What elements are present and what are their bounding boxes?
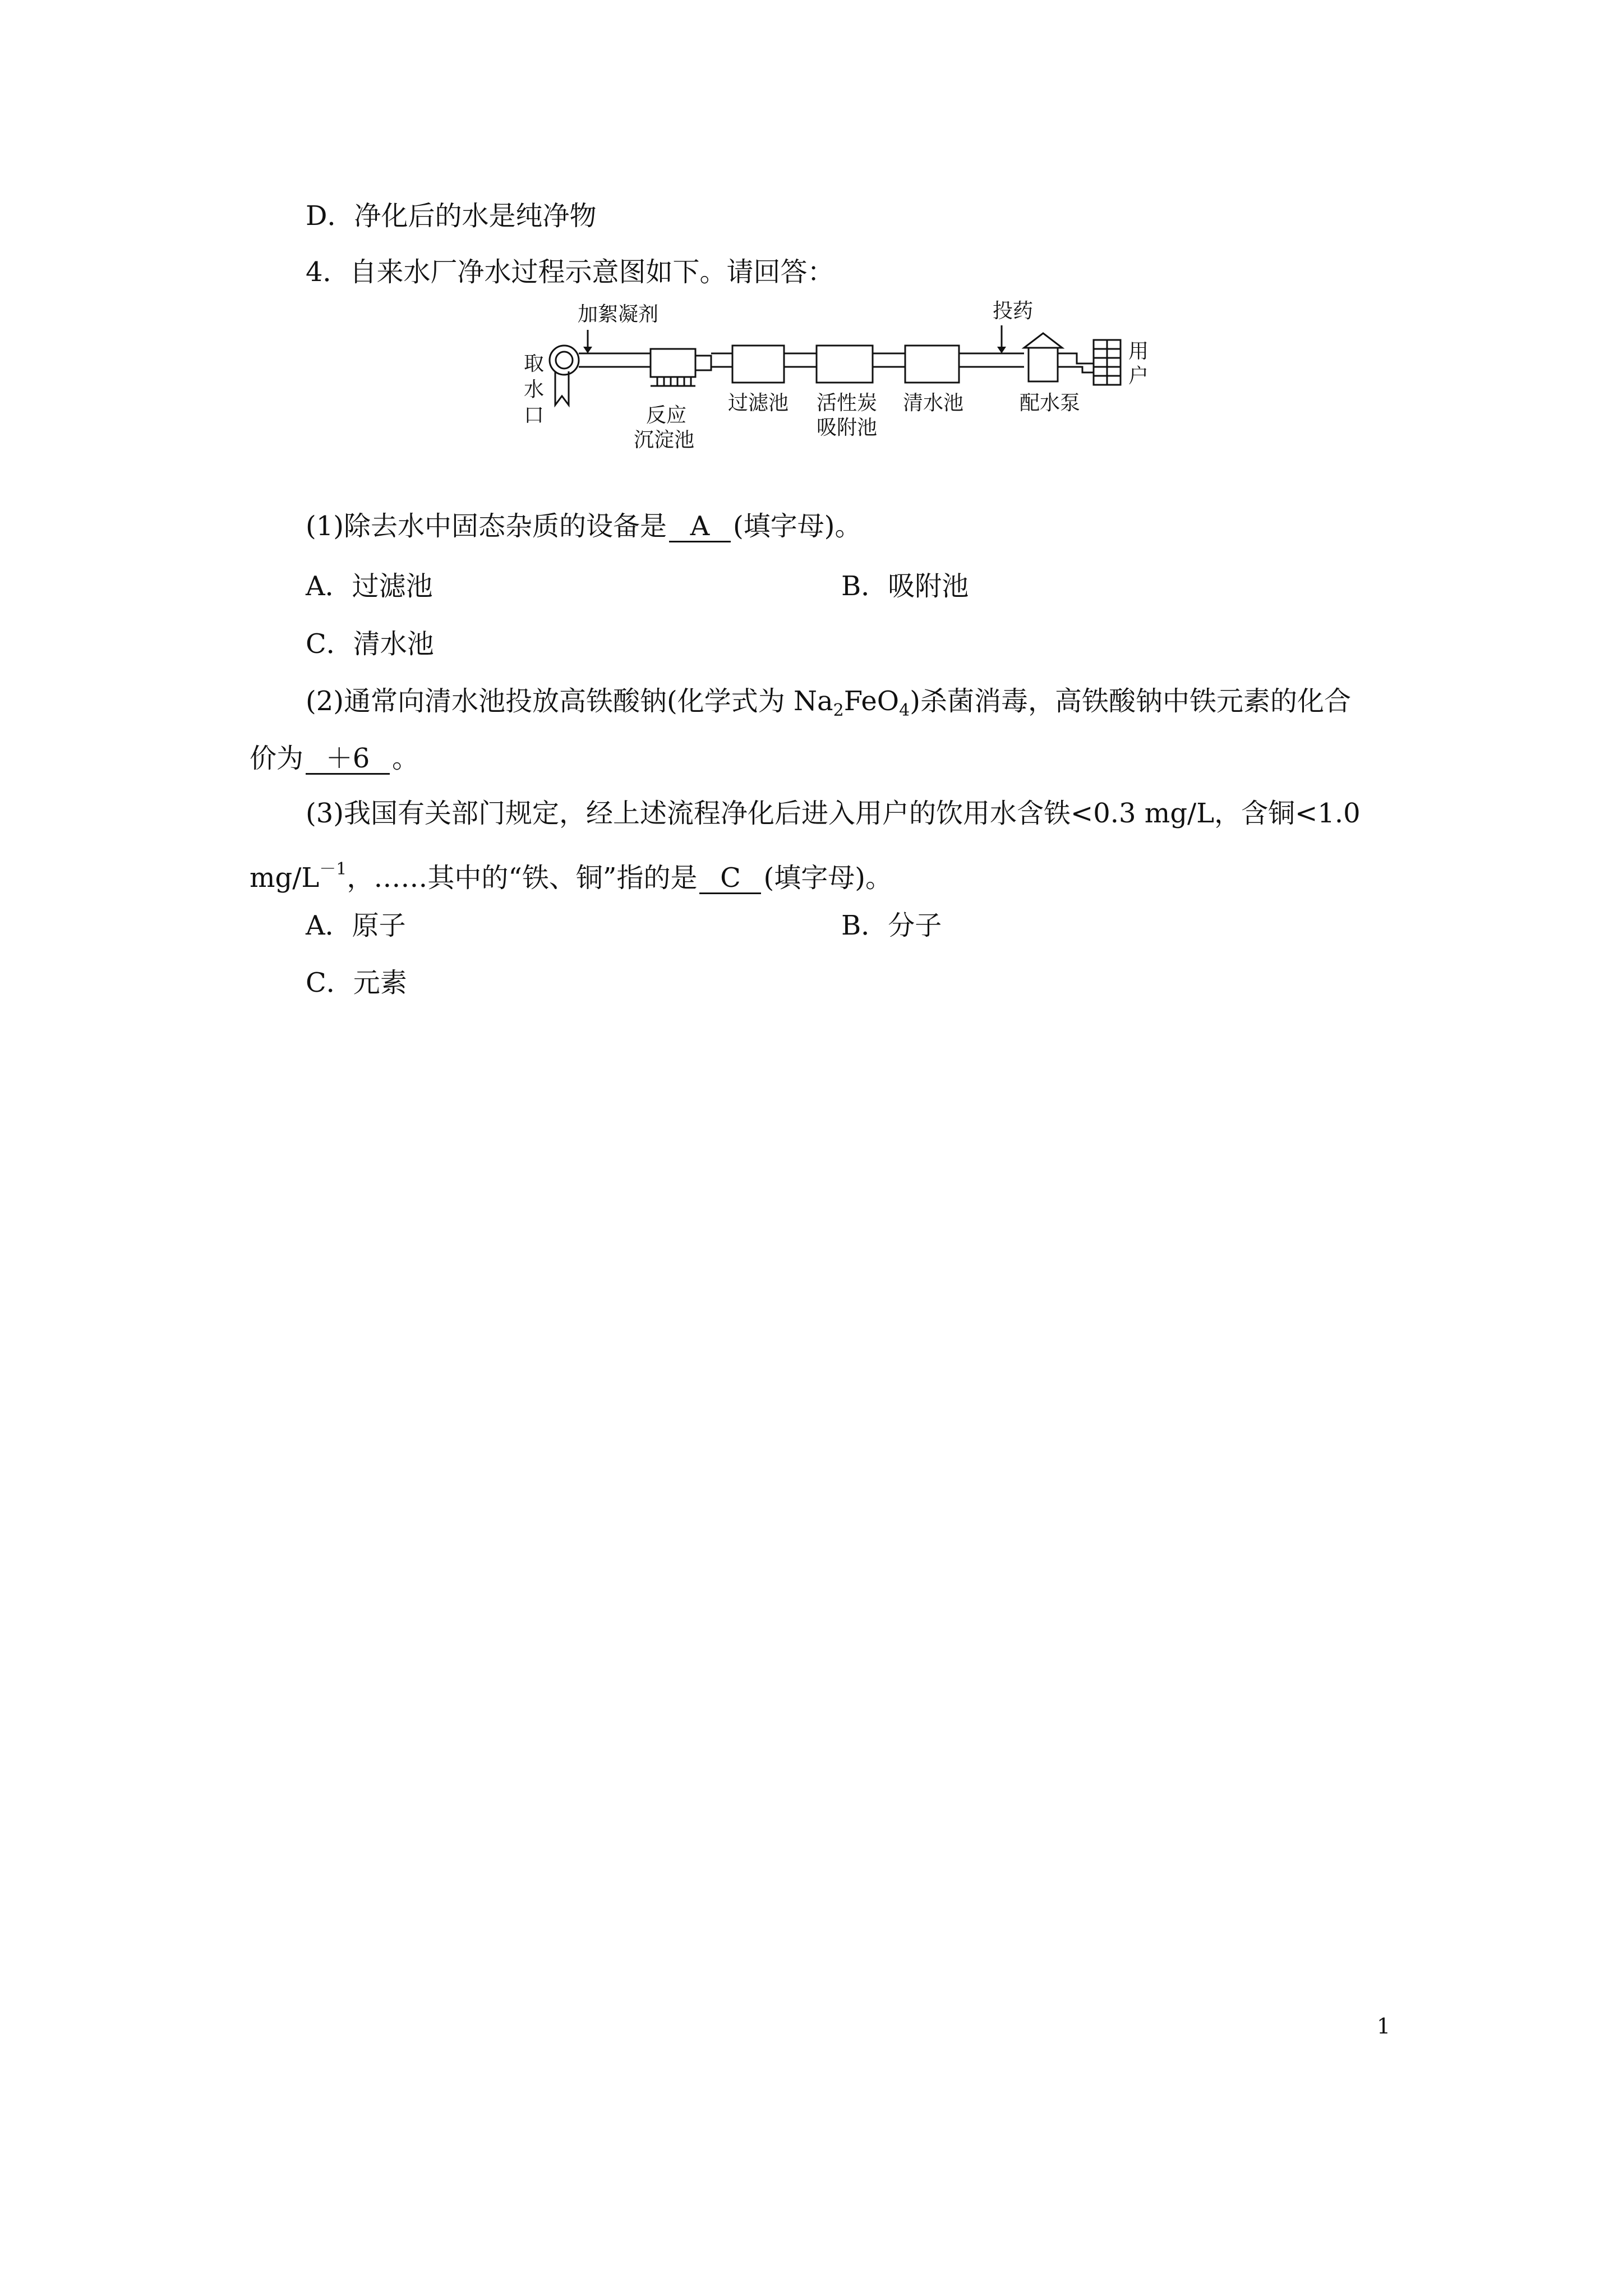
dosing-arrow-icon xyxy=(997,325,1006,353)
sub3-line2 xyxy=(250,853,892,895)
flocculant-arrow-icon xyxy=(583,330,592,353)
reaction-tank-label-2: 沉淀池 xyxy=(634,429,695,452)
carbon-tank-label-2: 吸附池 xyxy=(817,416,878,439)
water-treatment-diagram xyxy=(516,297,1200,454)
sub3-line1: (3)我国有关部门规定，经上述流程净化后进入用户的饮用水含铁<0.3 mg/L，含铜<1.0 xyxy=(306,798,1361,829)
dosing-label: 投药 xyxy=(993,300,1034,323)
reaction-tank-icon xyxy=(651,349,711,386)
user-label-1: 用 xyxy=(1128,340,1149,363)
pump-house-icon xyxy=(1024,333,1062,381)
sub3-unit: mg/L xyxy=(250,862,320,894)
question-4-stem: 4．自来水厂净水过程示意图如下。请回答： xyxy=(306,256,834,288)
sub2-text-a: (2)通常向清水池投放高铁酸钠(化学式为 Na xyxy=(306,685,833,717)
reaction-tank-label-1: 反应 xyxy=(646,404,687,427)
sub3-answer-blank: C xyxy=(699,863,761,894)
carbon-tank-label-1: 活性炭 xyxy=(817,392,878,415)
user-building-icon xyxy=(1094,340,1121,385)
intake-pump-icon xyxy=(550,346,579,405)
intake-label-2: 水 xyxy=(524,378,545,401)
flocculant-label: 加絮凝剂 xyxy=(578,303,659,326)
sub1-answer-blank: A xyxy=(669,512,731,542)
intake-label-3: 口 xyxy=(524,404,545,427)
intake-label-1: 取 xyxy=(524,352,545,375)
sub2-text-b: FeO xyxy=(843,685,900,717)
carbon-tank-icon xyxy=(817,346,873,383)
sub2-text-c: )杀菌消毒，高铁酸钠中铁元素的化合 xyxy=(910,685,1351,717)
pump-label: 配水泵 xyxy=(1020,392,1081,415)
option-d: D．净化后的水是纯净物 xyxy=(306,200,597,232)
sub2-subscript-2: 2 xyxy=(833,701,844,720)
sub1-question xyxy=(306,509,861,543)
sub2-line2-suffix: 。 xyxy=(392,743,419,774)
sub3-superscript: －1 xyxy=(319,859,347,879)
filter-tank-label: 过滤池 xyxy=(728,392,789,415)
sub1-option-a: A．过滤池 xyxy=(306,570,433,602)
sub3-option-a: A．原子 xyxy=(306,910,406,941)
filter-tank-icon xyxy=(732,346,784,383)
main-pipe xyxy=(579,353,651,367)
clear-tank-label: 清水池 xyxy=(903,392,964,415)
sub1-option-c: C．清水池 xyxy=(306,628,434,660)
sub1-prefix: (1)除去水中固态杂质的设备是 xyxy=(306,510,667,542)
sub2-line2 xyxy=(250,742,419,775)
clear-tank-icon xyxy=(905,346,959,383)
sub2-subscript-4: 4 xyxy=(899,701,910,720)
sub3-option-b: B．分子 xyxy=(841,910,942,941)
sub2-line2-prefix: 价为 xyxy=(250,743,304,774)
sub3-suffix: (填字母)。 xyxy=(763,862,892,894)
sub3-option-c: C．元素 xyxy=(306,967,407,999)
sub2-answer-blank: ＋6 xyxy=(306,744,390,775)
sub1-option-b: B．吸附池 xyxy=(841,570,969,602)
sub3-text: ，……其中的“铁、铜”指的是 xyxy=(347,862,698,894)
user-label-2: 户 xyxy=(1128,365,1149,388)
sub2-line1 xyxy=(306,684,1351,728)
page-number: 1 xyxy=(1377,2014,1391,2039)
sub1-suffix: (填字母)。 xyxy=(733,510,862,542)
